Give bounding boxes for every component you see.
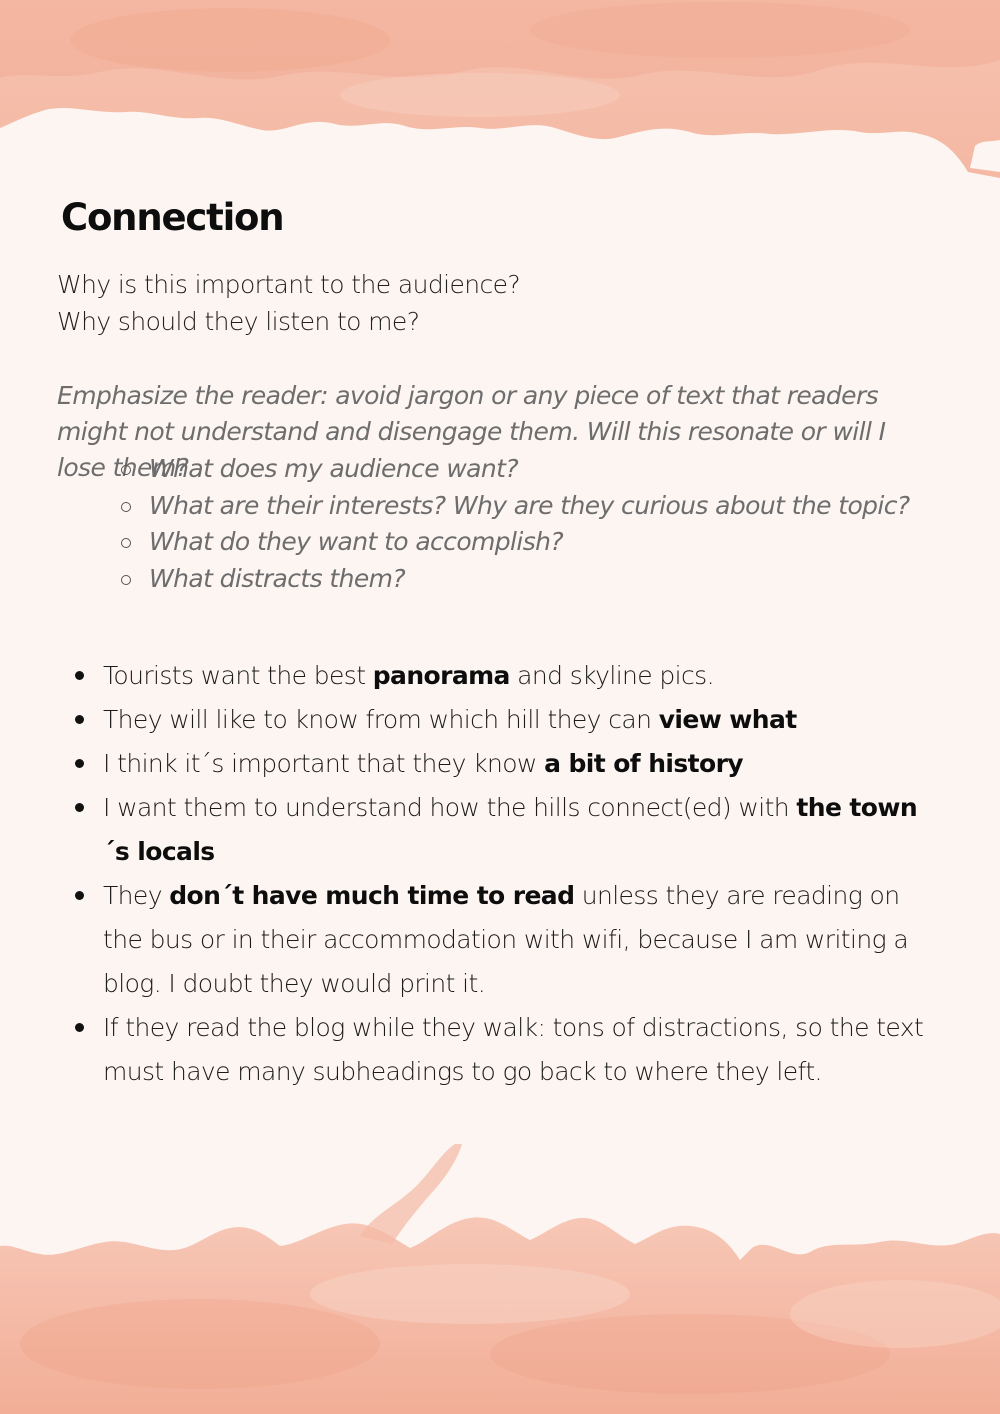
hint-paragraph: Emphasize the reader: avoid jargon or any piece of text that readers might not understand and disengage them. Will this resonate or will I lose them? [57,381,886,482]
list-item [70,874,930,1006]
list-item [70,698,930,742]
note-text: If they read the blog while they walk: tons of distractions, so the text must have many subheadings to go back to where they left. [103,1013,924,1086]
bullet-icon [75,1023,84,1032]
note-emphasis: the town ´s locals [103,793,918,866]
list-item-text: What do they want to accomplish? [149,527,564,556]
note-text: unless they are reading on the bus or in their accommodation with wifi, because I am writing a blog. I doubt they would print it. [103,881,909,998]
hollow-bullet-icon [121,538,131,548]
list-item [118,561,910,598]
question-text: Why is this important to the audience? [57,270,521,299]
list-item [118,524,910,561]
list-item [70,654,930,698]
bullet-icon [75,803,84,812]
list-item-text: What distracts them? [149,563,406,593]
note-text: They [103,881,170,910]
note-text: I want them to understand how the hills connect(ed) with [103,793,797,822]
hollow-bullet-icon [121,502,131,512]
watercolor-bottom-border [0,1144,1000,1414]
list-item [70,786,930,874]
note-text: and skyline pics. [509,661,714,690]
audience-notes-list [70,654,930,1094]
list-item [118,488,910,525]
list-item [70,742,930,786]
note-emphasis: a bit of history [544,749,743,778]
hollow-bullet-icon [121,575,131,585]
bullet-icon [75,715,84,724]
hollow-bullet-icon [121,465,131,475]
list-item-text: What does my audience want? [149,454,519,483]
bullet-icon [75,759,84,768]
note-emphasis: panorama [372,661,510,690]
guiding-questions-list [118,451,910,597]
bullet-icon [75,891,84,900]
bullet-icon [75,671,84,680]
question-text: Why should they listen to me? [57,307,420,336]
list-item [70,1006,930,1094]
note-text: They will like to know from which hill they can [103,705,659,734]
note-emphasis: don´t have much time to read [169,881,575,910]
note-text: I think it´s important that they know [103,749,545,778]
list-item [118,451,910,488]
note-emphasis: view what [658,705,797,734]
note-text: Tourists want the best [103,661,373,690]
page-title: Connection [61,196,284,239]
watercolor-top-border [0,0,1000,200]
list-item-text: What are their interests? Why are they curious about the topic? [149,490,910,520]
